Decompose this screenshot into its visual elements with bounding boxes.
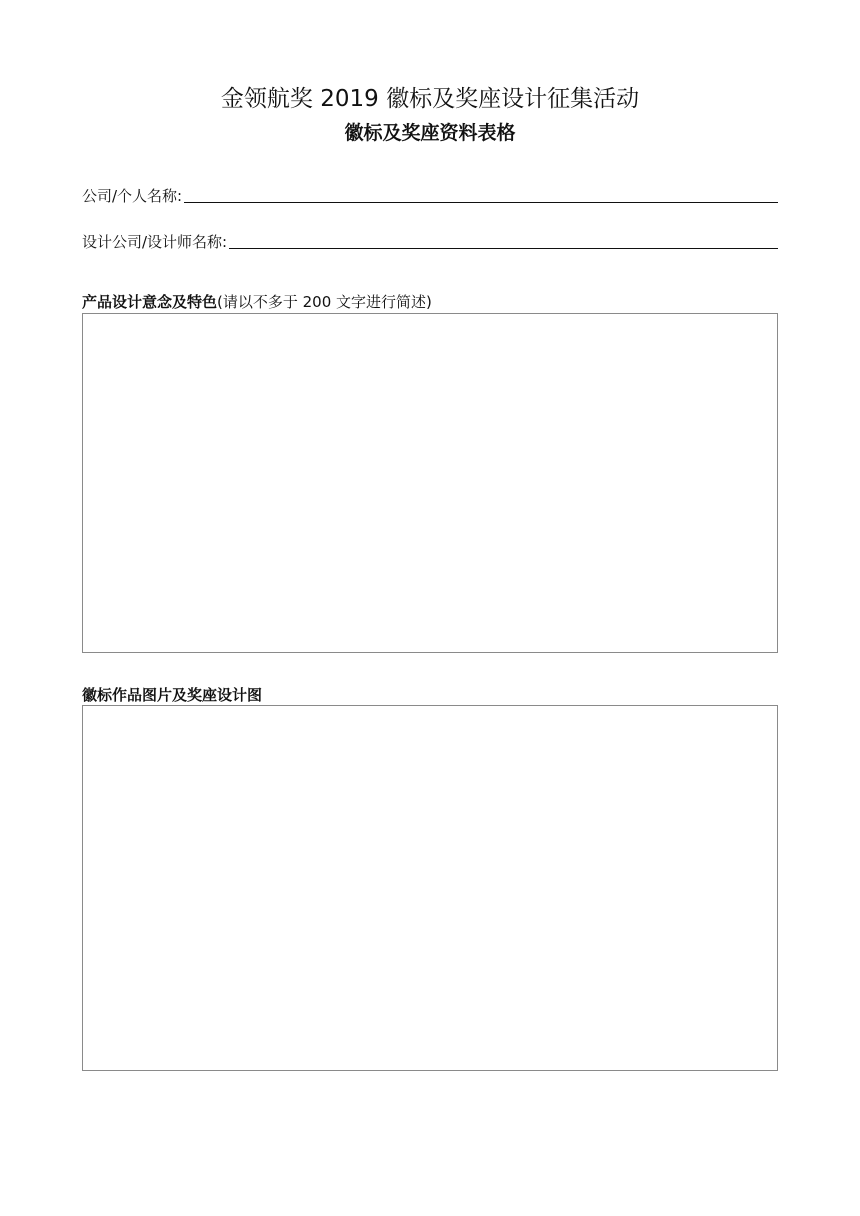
concept-heading-text: 产品设计意念及特色 [82,293,218,311]
concept-heading-note: (请以不多于 200 文字进行简述) [217,293,432,311]
designer-name-row [82,228,778,252]
images-heading-text: 徽标作品图片及奖座设计图 [82,686,263,704]
company-name-field[interactable] [184,183,778,203]
company-name-row [82,182,778,206]
concept-section-heading [82,292,778,312]
company-name-label: 公司/个人名称: [82,187,183,205]
designer-name-field[interactable] [229,229,778,249]
page-subtitle: 徽标及奖座资料表格 [344,122,516,144]
page-title: 金领航奖 2019 徽标及奖座设计征集活动 [220,86,640,112]
images-upload-box[interactable] [82,705,778,1071]
images-section-heading [82,685,778,705]
designer-name-label: 设计公司/设计师名称: [82,233,228,251]
concept-text-box[interactable] [82,313,778,653]
